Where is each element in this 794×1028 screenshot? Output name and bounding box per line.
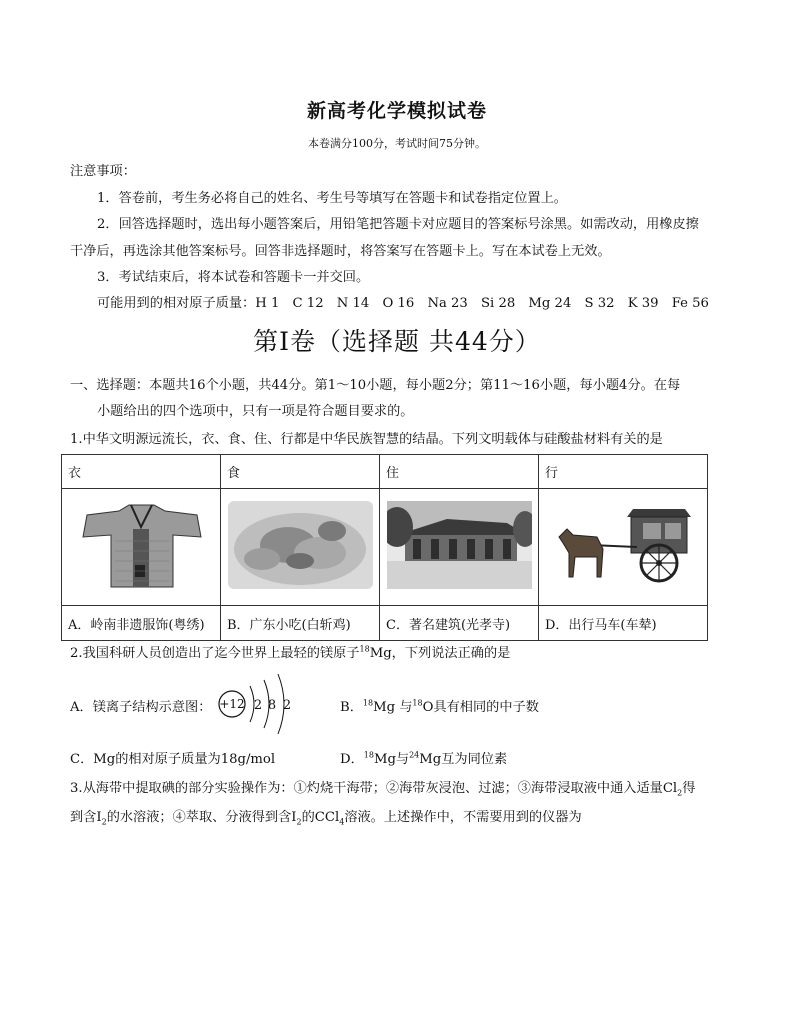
q3-line2-sub1: 2 [101,817,107,827]
q1-option-d: D．出行马车(车辇) [539,606,708,641]
exam-subtitle: 本卷满分100分，考试时间75分钟。 [308,137,486,150]
q1-image-cell-b [221,489,380,606]
q3-line1-text: 3.从海带中提取碘的部分实验操作为：①灼烧干海带；②海带灰浸泡、过滤；③海带浸取液中通入适量Cl [70,781,678,796]
mg-ion-structure-diagram [212,672,298,736]
q1-header-travel: 行 [539,455,708,489]
q1-option-b: B．广东小吃(白斩鸡) [221,606,380,641]
q2-option-b-post: O具有相同的中子数 [422,700,539,715]
notice-item-3: 3．考试结束后，将本试卷和答题卡一并交回。 [97,270,370,285]
q2-stem-post: ，下列说法正确的是 [391,646,511,661]
q2-option-b-mid: Mg 与 [373,700,413,715]
q1-header-housing: 住 [380,455,539,489]
q1-header-clothing: 衣 [62,455,221,489]
temple-building-image [387,501,532,589]
q3-line2-sub2: 2 [296,817,302,827]
q1-header-food: 食 [221,455,380,489]
section-title: 第Ⅰ卷（选择题 共44分） [253,327,541,356]
q2-option-b [340,696,539,715]
nucleus-charge: +12 [219,697,245,711]
shell-2-electrons: 8 [267,698,277,713]
section-intro-line2: 小题给出的四个选项中，只有一项是符合题目要求的。 [97,404,414,419]
q1-option-a: A．岭南非遗服饰(粤绣) [62,606,221,641]
q2-option-d-post: Mg互为同位素 [419,752,508,767]
q2-stem-element: Mg [369,646,392,661]
shell-1-electrons: 2 [253,698,263,713]
q3-line2-d: 溶液。上述操作中，不需要用到的仪器为 [344,810,582,825]
notice-item-1: 1．答卷前，考生务必将自己的姓名、考生号等填写在答题卡和试卷指定位置上。 [97,191,567,206]
notice-heading: 注意事项： [70,164,136,179]
q2-stem-pre: 2.我国科研人员创造出了迄今世界上最轻的镁原子 [70,646,360,661]
q1-stem: 1.中华文明源远流长，衣、食、住、行都是中华民族智慧的结晶。下列文明载体与硅酸盐材料有关的是 [70,432,663,447]
q2-stem-mass: 18 [359,644,370,654]
q2-option-d-mass2: 24 [409,750,420,760]
q1-option-c: C．著名建筑(光孝寺) [380,606,539,641]
q3-line1-end: 得 [682,781,696,796]
q3-stem-line1 [70,777,695,798]
q2-stem [70,642,510,661]
robe-image [69,501,214,589]
q3-line2-c: 的CCl [301,810,340,825]
q1-image-cell-a [62,489,221,606]
q2-option-d-label: D． [340,752,364,767]
q3-line2-b: 的水溶液；④萃取、分液得到含I [106,810,297,825]
q2-option-b-mass2: 18 [412,698,423,708]
q2-option-c: C．Mg的相对原子质量为18g/mol [70,752,276,767]
chicken-dish-image [228,501,373,589]
q3-line2-a: 到含I [70,810,102,825]
q2-option-d-mid: Mg与 [373,752,410,767]
atomic-masses: 可能用到的相对原子质量：H 1 C 12 N 14 O 16 Na 23 Si 28 Mg 24 S 32 K 39 Fe 56 [97,296,709,311]
notice-item-2: 2．回答选择题时，选出每小题答案后，用铅笔把答题卡对应题目的答案标号涂黑。如需改动，用橡皮擦 [97,217,699,232]
section-intro-line1: 一、选择题：本题共16个小题，共44分。第1～10小题，每小题2分；第11～16小题，每小题4分。在每 [70,378,681,393]
notice-item-2-cont: 干净后，再选涂其他答案标号。回答非选择题时，将答案写在答题卡上。写在本试卷上无效。 [70,244,611,259]
q3-line2-sub3: 4 [339,817,345,827]
horse-carriage-image [551,501,696,589]
q2-option-a-label: A．镁离子结构示意图： [70,700,212,715]
q2-option-d [340,748,507,767]
q1-image-cell-c [380,489,539,606]
q2-option-b-label: B． [340,700,363,715]
q3-stem-line2 [70,806,582,827]
q3-line1-sub: 2 [677,788,683,798]
q2-option-b-mass1: 18 [362,698,374,708]
exam-title: 新高考化学模拟试卷 [306,100,487,122]
q1-image-cell-d [539,489,708,606]
q1-table [61,454,708,641]
q2-option-d-mass1: 18 [363,750,374,760]
shell-3-electrons: 2 [282,698,292,713]
